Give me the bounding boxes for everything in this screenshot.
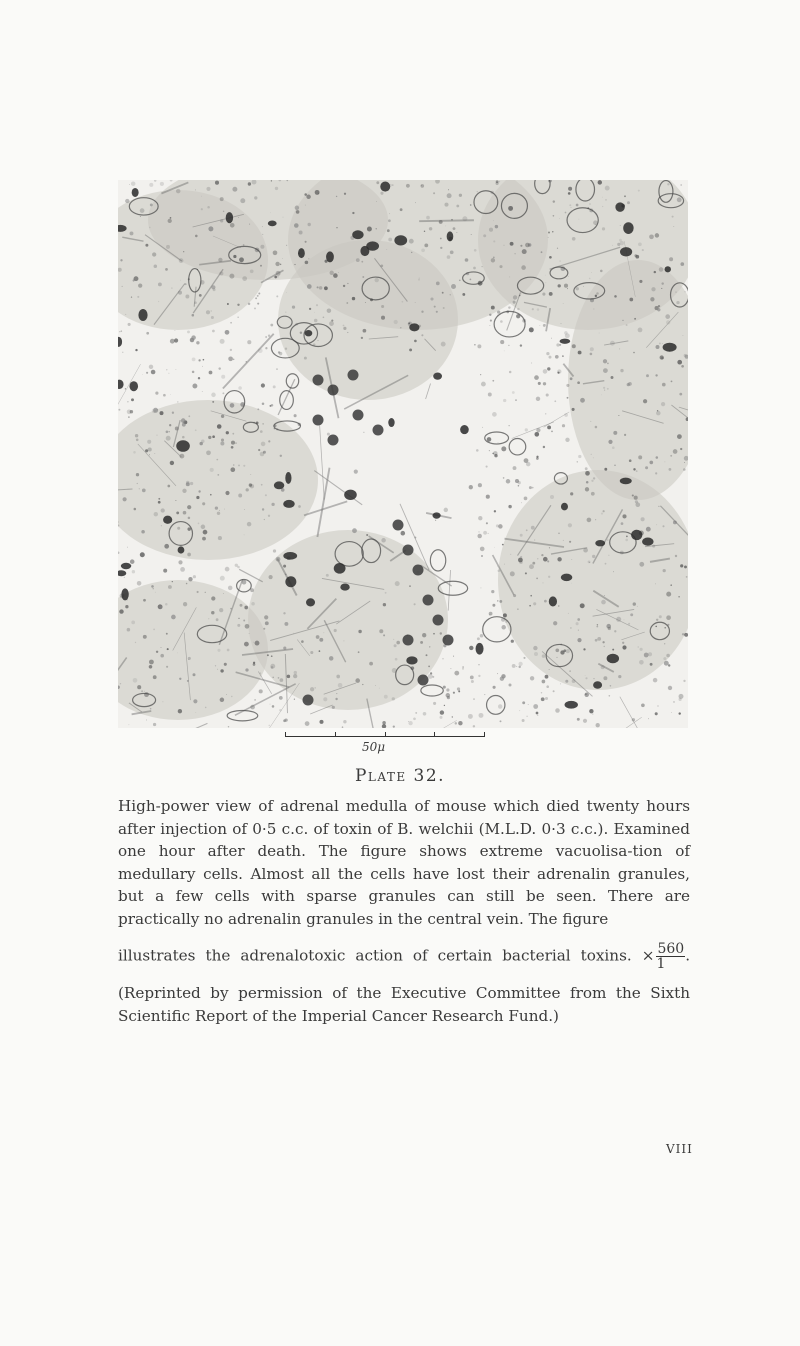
scale-label: 50μ: [362, 740, 386, 754]
micrograph-image: [118, 180, 688, 728]
times-sign: ×: [641, 946, 655, 965]
caption-last-text: illustrates the adrenalotoxic action of certain bacterial toxins.: [118, 946, 632, 965]
magnification-numerator: 560: [657, 941, 685, 957]
page-number: VIII: [666, 1142, 693, 1156]
plate-title: Plate 32.: [354, 766, 446, 786]
caption-last-line: [118, 942, 690, 971]
scale-bar: [285, 732, 485, 737]
reprint-note: (Reprinted by permission of the Executive Committee from the Sixth Scientific Report of the Imperial Cancer Research Fund.): [118, 984, 690, 1025]
caption-end-period: .: [685, 946, 691, 965]
micrograph-drawing: [118, 180, 688, 728]
magnification-fraction: [656, 942, 685, 971]
magnification-denominator: 1: [656, 956, 666, 972]
figure-caption: [118, 795, 690, 971]
caption-text: High-power view of adrenal medulla of mouse which died twenty hours after injection of 0·5 c.c. of toxin of B. welchii (M.L.D. 0·3 c.c.). Examined one hour after death. The figure shows extreme vacuolisa-tion of medullary cells. Almost all the cells have lost their adrenalin granules, but a few cells with sparse granules can still be seen. There are practically no adrenalin granules in the central vein. The figure: [118, 797, 690, 928]
